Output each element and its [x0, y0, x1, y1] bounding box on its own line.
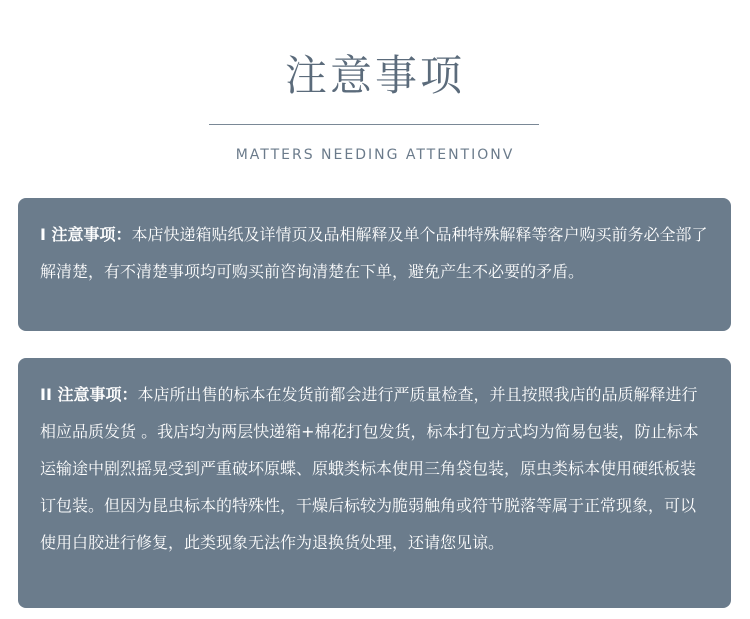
notice-panel-2	[18, 358, 731, 608]
notice-body-1: 本店快递箱贴纸及详情页及品相解释及单个品种特殊解释等客户购买前务必全部了解清楚，有不清楚事项均可购买前咨询清楚在下单，避免产生不必要的矛盾。	[40, 225, 708, 281]
notice-panel-1	[18, 198, 731, 331]
notice-body-2: 本店所出售的标本在发货前都会进行严质量检查，并且按照我店的品质解释进行相应品质发货 。我店均为两层快递箱+棉花打包发货，标本打包方式均为简易包装，防止标本运输途中剧烈摇晃受到严重破坏原蝶、原蛾类标本使用三角袋包装，原虫类标本使用硬纸板装订包装。但因为昆虫标本的特殊性，干燥后标较为脆弱触角或符节脱落等属于正常现象，可以使用白胶进行修复，此类现象无法作为退换货处理，还请您见谅。	[40, 385, 699, 552]
notice-paragraph-1	[40, 216, 711, 290]
title-divider	[209, 124, 539, 125]
notice-heading-1: I 注意事项：	[40, 225, 132, 244]
page-title: 注意事项	[284, 51, 465, 100]
notice-paragraph-2	[40, 376, 711, 561]
notice-heading-2: II 注意事项：	[40, 385, 138, 404]
page-subtitle: MATTERS NEEDING ATTENTIONV	[235, 147, 515, 163]
